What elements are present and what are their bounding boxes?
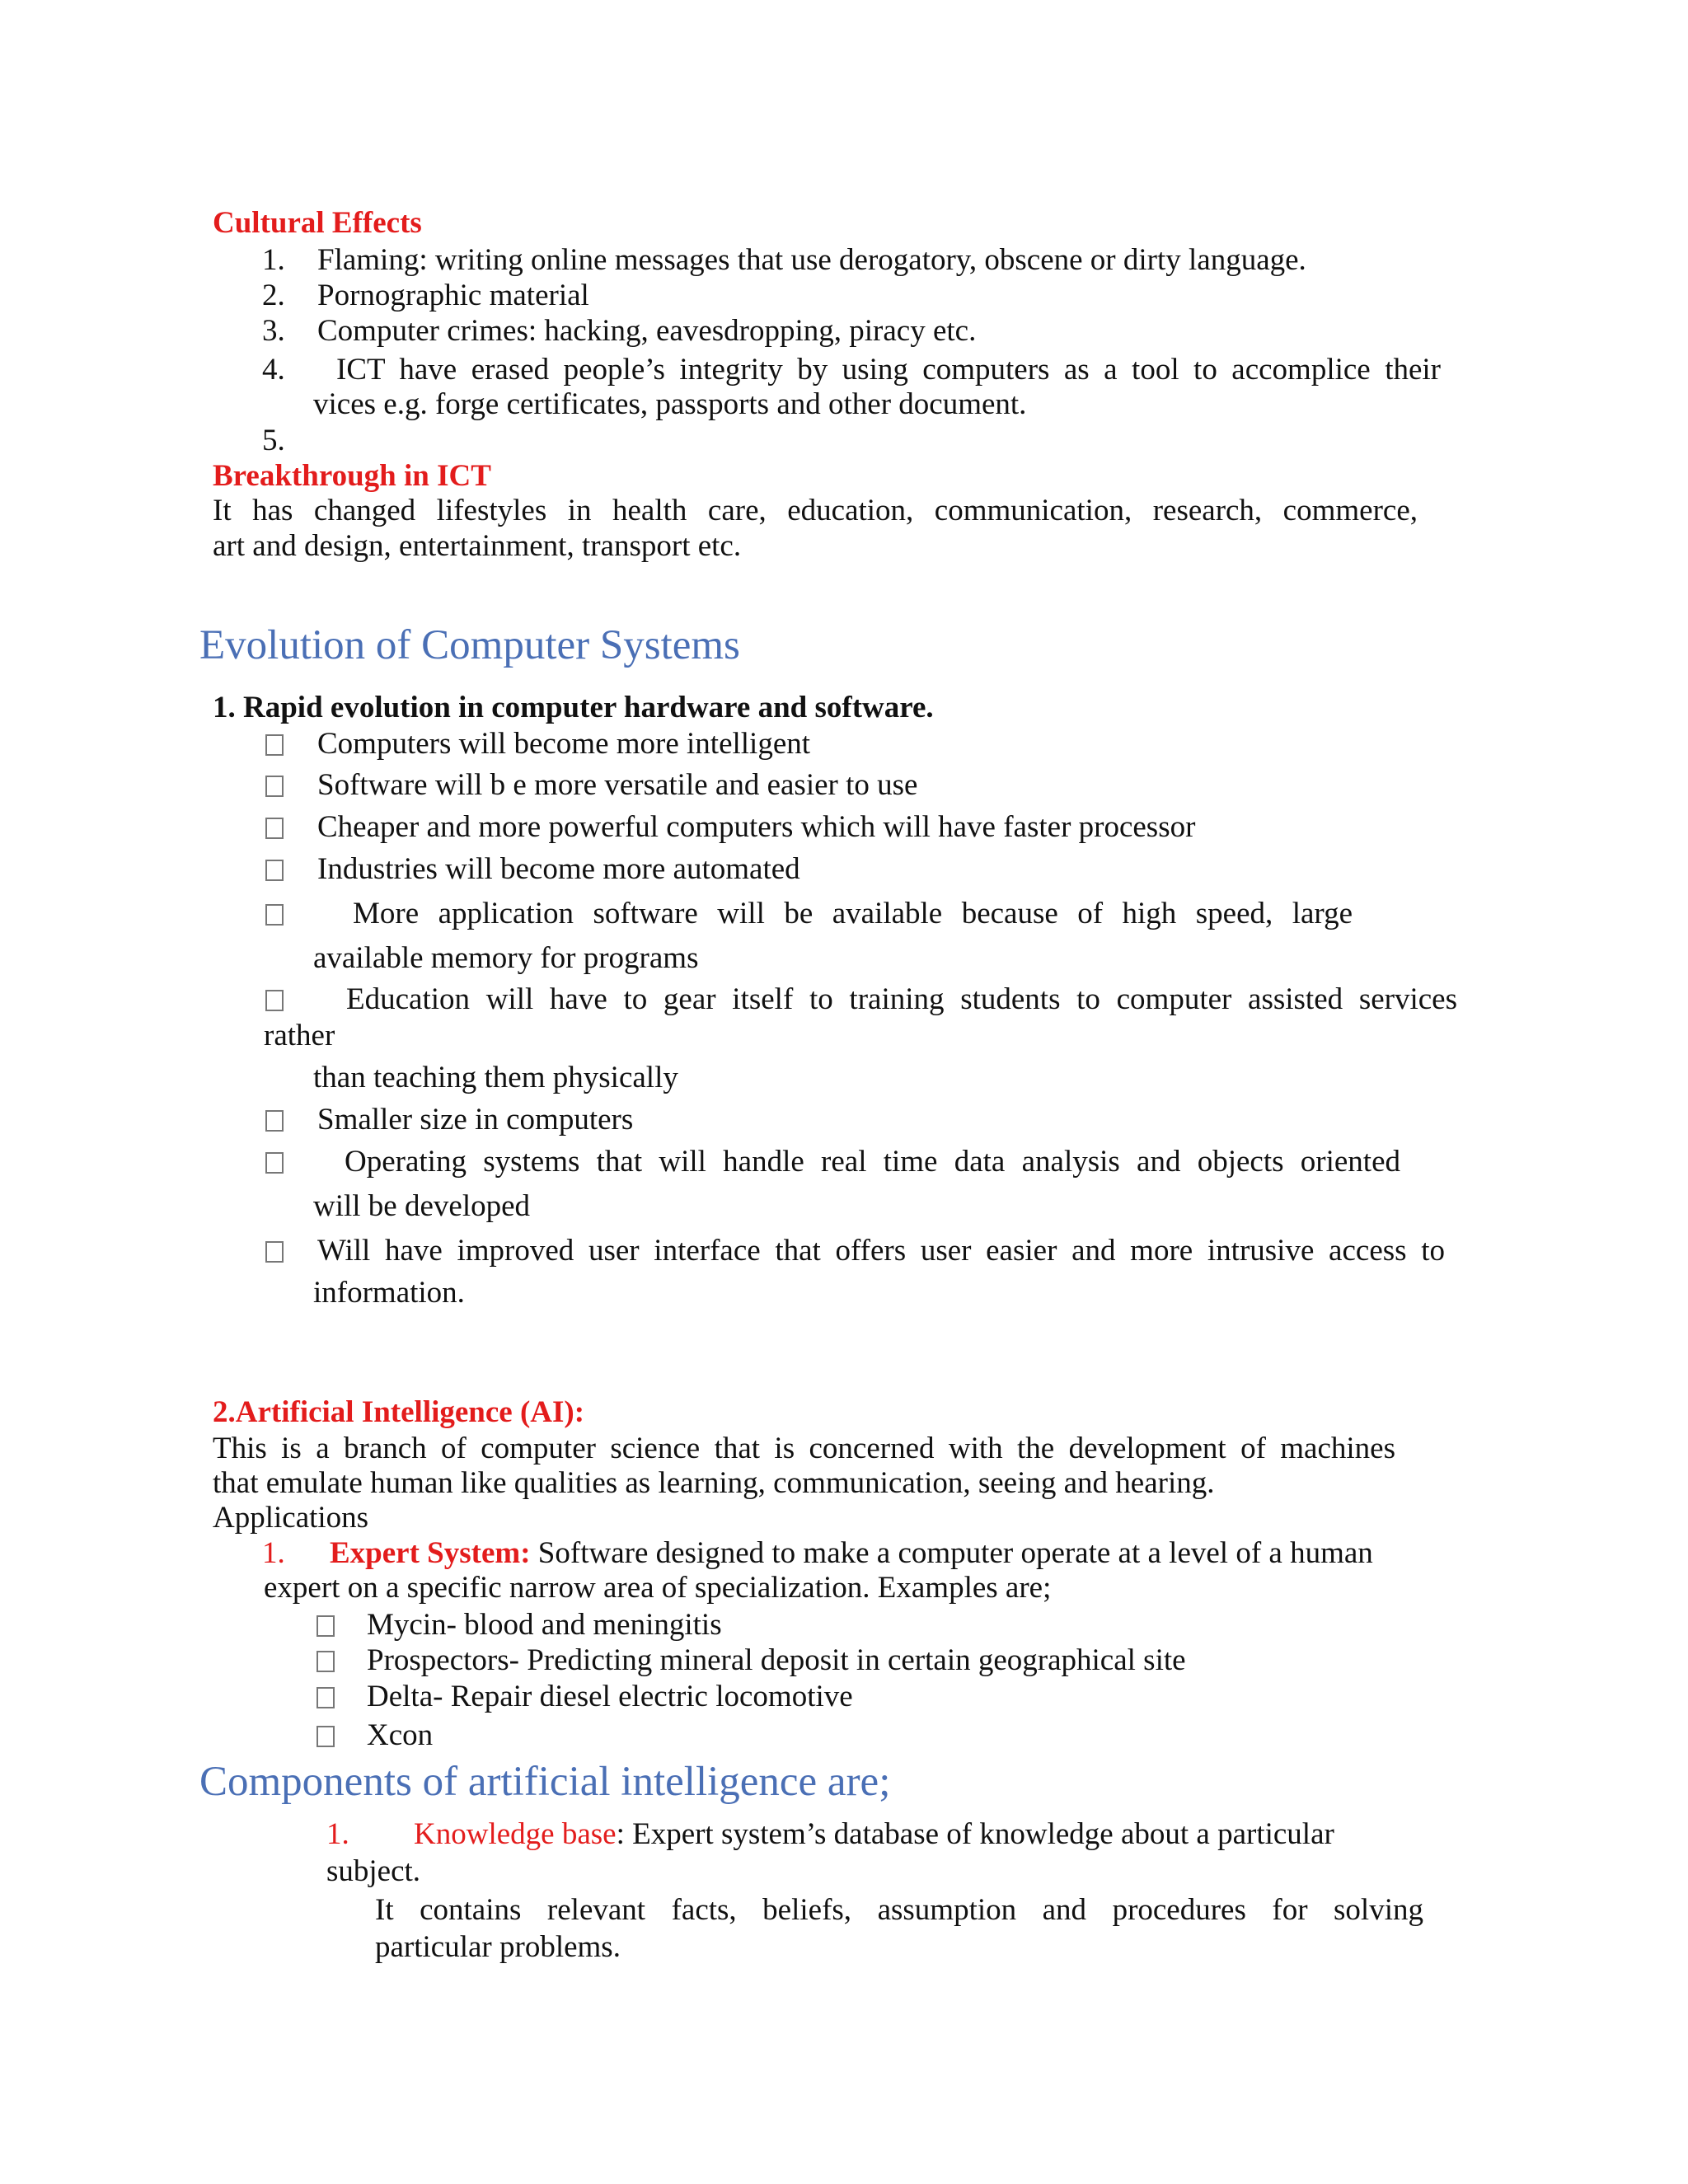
list-item: Prospectors- Predicting mineral deposit in certain geographical site bbox=[367, 1643, 1186, 1677]
list-item: Delta- Repair diesel electric locomotive bbox=[367, 1680, 853, 1713]
list-item: Computers will become more intelligent bbox=[317, 727, 811, 761]
bullet-box-icon bbox=[316, 1718, 335, 1753]
bullet-box-icon bbox=[316, 1608, 335, 1643]
paragraph-line: particular problems. bbox=[375, 1930, 621, 1964]
bullet-box-icon bbox=[265, 1103, 284, 1137]
bullet-box-icon bbox=[265, 810, 284, 845]
section-heading-evolution: Evolution of Computer Systems bbox=[199, 622, 740, 668]
list-number: 5. bbox=[262, 424, 285, 457]
bullet-box-icon bbox=[265, 768, 284, 803]
paragraph-line: art and design, entertainment, transport etc. bbox=[213, 529, 742, 563]
list-item: Mycin- blood and meningitis bbox=[367, 1608, 722, 1642]
list-item: Flaming: writing online messages that use derogatory, obscene or dirty language. bbox=[317, 243, 1306, 277]
list-item: Computer crimes: hacking, eavesdropping, piracy etc. bbox=[317, 314, 977, 348]
list-item: Operating systems that will handle real time data analysis and objects oriented bbox=[345, 1145, 1400, 1179]
applications-label: Applications bbox=[213, 1501, 369, 1535]
list-item-continuation: vices e.g. forge certificates, passports and other document. bbox=[313, 387, 1027, 421]
list-item-continuation: than teaching them physically bbox=[313, 1061, 678, 1094]
expert-system-text: Software designed to make a computer operate at a level of a human bbox=[530, 1536, 1373, 1570]
list-item-continuation: rather bbox=[264, 1019, 335, 1052]
bullet-box-icon bbox=[265, 897, 284, 931]
bullet-box-icon bbox=[316, 1643, 335, 1678]
list-item-continuation: information. bbox=[313, 1276, 465, 1310]
section-heading-components: Components of artificial intelligence are; bbox=[199, 1759, 891, 1805]
list-number: 3. bbox=[262, 314, 285, 348]
list-item: ICT have erased people’s integrity by using computers as a tool to accomplice their bbox=[336, 353, 1441, 387]
list-number: 1. bbox=[262, 1536, 285, 1570]
list-item: Xcon bbox=[367, 1718, 434, 1752]
paragraph-line: This is a branch of computer science that is concerned with the development of machines bbox=[213, 1432, 1395, 1465]
paragraph-line: It has changed lifestyles in health care, education, communication, research, commerce, bbox=[213, 494, 1418, 527]
list-item: Software will b e more versatile and easier to use bbox=[317, 768, 918, 802]
list-item: Pornographic material bbox=[317, 279, 589, 312]
knowledge-base-line bbox=[414, 1817, 1334, 1852]
knowledge-base-label: Knowledge base bbox=[414, 1817, 617, 1851]
list-item: Cheaper and more powerful computers which will have faster processor bbox=[317, 810, 1196, 844]
list-item: Education will have to gear itself to training students to computer assisted services bbox=[346, 982, 1457, 1016]
knowledge-base-text: : Expert system’s database of knowledge about a particular bbox=[616, 1817, 1334, 1851]
bullet-box-icon bbox=[265, 727, 284, 762]
subheading: 1. Rapid evolution in computer hardware and software. bbox=[213, 691, 934, 724]
breakthrough-heading: Breakthrough in ICT bbox=[213, 459, 491, 493]
list-item-continuation: will be developed bbox=[313, 1189, 531, 1223]
list-number: 4. bbox=[262, 353, 285, 387]
list-item: More application software will be available because of high speed, large bbox=[353, 897, 1353, 930]
list-item-continuation: subject. bbox=[326, 1854, 421, 1888]
list-number: 1. bbox=[326, 1817, 349, 1851]
list-item-continuation: expert on a specific narrow area of specialization. Examples are; bbox=[264, 1571, 1052, 1605]
list-number: 1. bbox=[262, 243, 285, 277]
list-item: Smaller size in computers bbox=[317, 1103, 634, 1137]
paragraph-line: It contains relevant facts, beliefs, assumption and procedures for solving bbox=[375, 1893, 1423, 1927]
bullet-box-icon bbox=[265, 1234, 284, 1268]
list-item: Industries will become more automated bbox=[317, 852, 800, 886]
expert-system-line bbox=[330, 1536, 1373, 1571]
cultural-effects-heading: Cultural Effects bbox=[213, 206, 422, 240]
ai-heading: 2.Artificial Intelligence (AI): bbox=[213, 1395, 585, 1429]
bullet-box-icon bbox=[265, 982, 284, 1017]
bullet-box-icon bbox=[316, 1680, 335, 1714]
expert-system-label: Expert System: bbox=[330, 1536, 531, 1570]
list-number: 2. bbox=[262, 279, 285, 312]
list-item-continuation: available memory for programs bbox=[313, 941, 699, 975]
bullet-box-icon bbox=[265, 852, 284, 887]
bullet-box-icon bbox=[265, 1145, 284, 1179]
list-item: Will have improved user interface that offers user easier and more intrusive access to bbox=[317, 1234, 1445, 1268]
paragraph-line: that emulate human like qualities as learning, communication, seeing and hearing. bbox=[213, 1466, 1215, 1500]
